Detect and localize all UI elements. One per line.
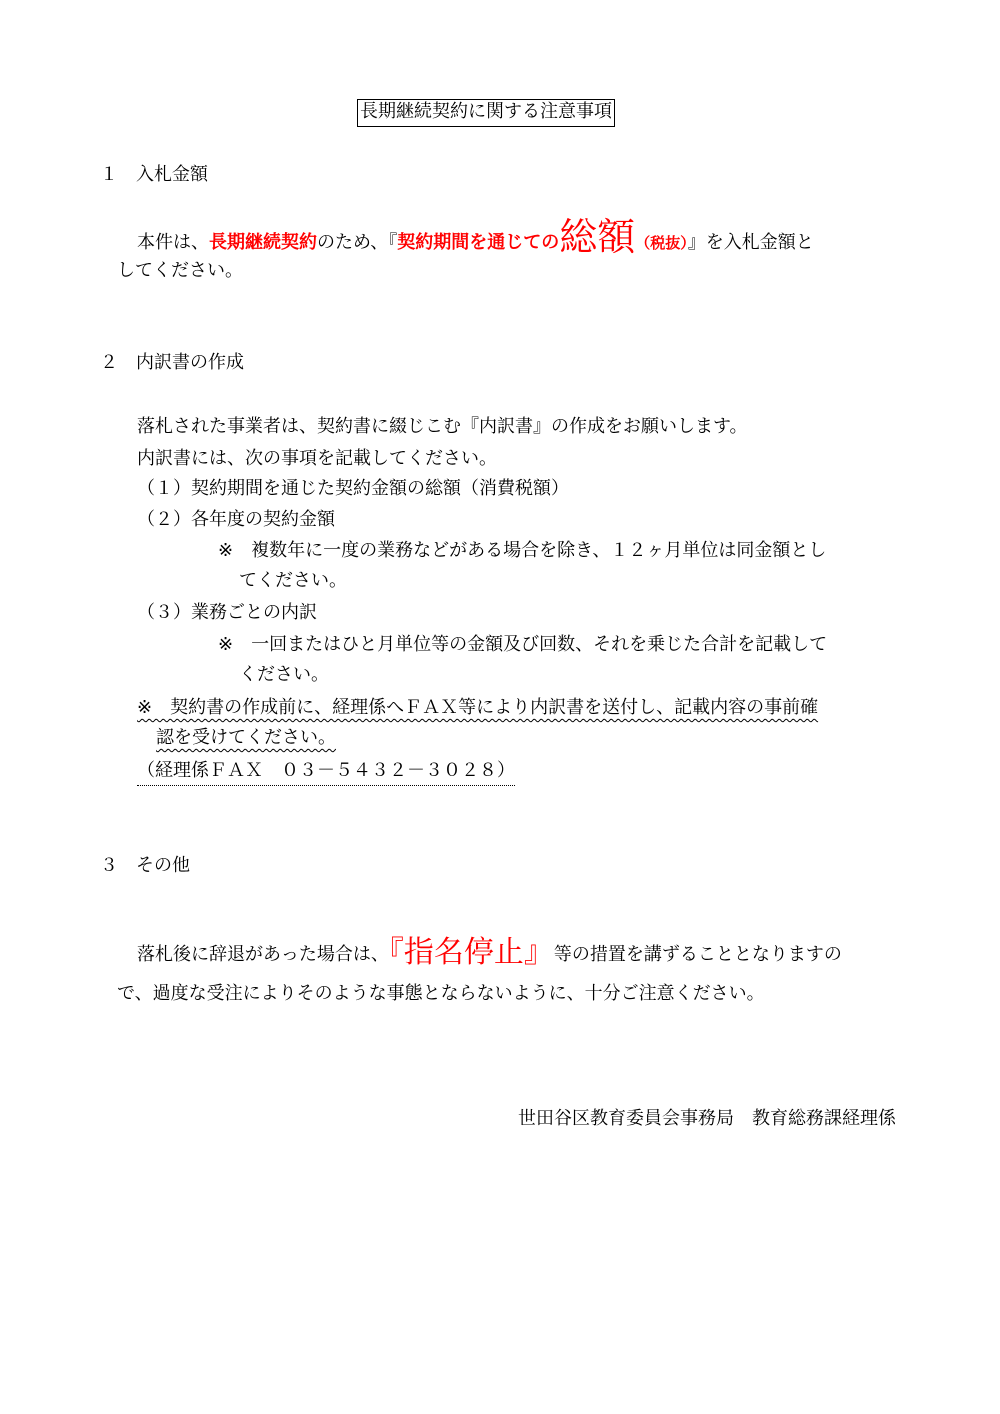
section2-item1: （１）契約期間を通じた契約金額の総額（消費税額）	[137, 478, 569, 499]
document-title: 長期継続契約に関する注意事項	[357, 99, 615, 127]
section2-note3-line2: ください。	[239, 664, 329, 685]
section3-line1	[137, 932, 842, 970]
section1-heading: １ 入札金額	[100, 164, 208, 185]
section1-red-text: 契約期間を通じての	[397, 232, 560, 253]
section3-text: 落札後に辞退があった場合は、	[137, 944, 389, 965]
section1-red-text: 長期継続契約	[209, 232, 317, 253]
section2-heading: ２ 内訳書の作成	[100, 352, 244, 373]
section2-note3-line1: ※ 一回またはひと月単位等の金額及び回数、それを乗じた合計を記載して	[218, 634, 828, 655]
section3-line2: で、過度な受注によりそのような事態とならないように、十分ご注意ください。	[117, 983, 765, 1004]
section2-notice-line2: 認を受けてください。	[156, 727, 336, 748]
section1-line2: してください。	[117, 260, 243, 281]
section3-heading: ３ その他	[100, 855, 190, 876]
section2-notice-line1: ※ 契約書の作成前に、経理係へＦＡＸ等により内訳書を送付し、記載内容の事前確	[137, 697, 819, 718]
section1-tax-excluded: （税抜）	[635, 234, 688, 252]
section2-note2-line2: てください。	[239, 570, 347, 591]
section2-fax-number: （経理係ＦＡＸ ０３－５４３２－３０２８）	[137, 760, 515, 786]
section1-emphasis-total: 総額	[559, 215, 636, 259]
section2-item3: （３）業務ごとの内訳	[137, 602, 317, 623]
section2-note2-line1: ※ 複数年に一度の業務などがある場合を除き、１２ヶ月単位は同金額とし	[218, 540, 827, 561]
issuer-signature: 世田谷区教育委員会事務局 教育総務課経理係	[518, 1108, 896, 1129]
section1-text: 本件は、	[137, 232, 209, 253]
section2-item2: （２）各年度の契約金額	[137, 509, 335, 530]
section3-text: 等の措置を講ずることとなりますの	[553, 944, 842, 965]
section1-text: 』を入札金額と	[687, 232, 814, 253]
section2-paragraph2: 内訳書には、次の事項を記載してください。	[137, 448, 497, 469]
section1-text: のため、『	[317, 232, 398, 253]
section3-suspension-emphasis: 『指名停止』	[388, 935, 554, 970]
section1-line1	[137, 212, 814, 260]
section2-paragraph1: 落札された事業者は、契約書に綴じこむ『内訳書』の作成をお願いします。	[137, 416, 748, 437]
